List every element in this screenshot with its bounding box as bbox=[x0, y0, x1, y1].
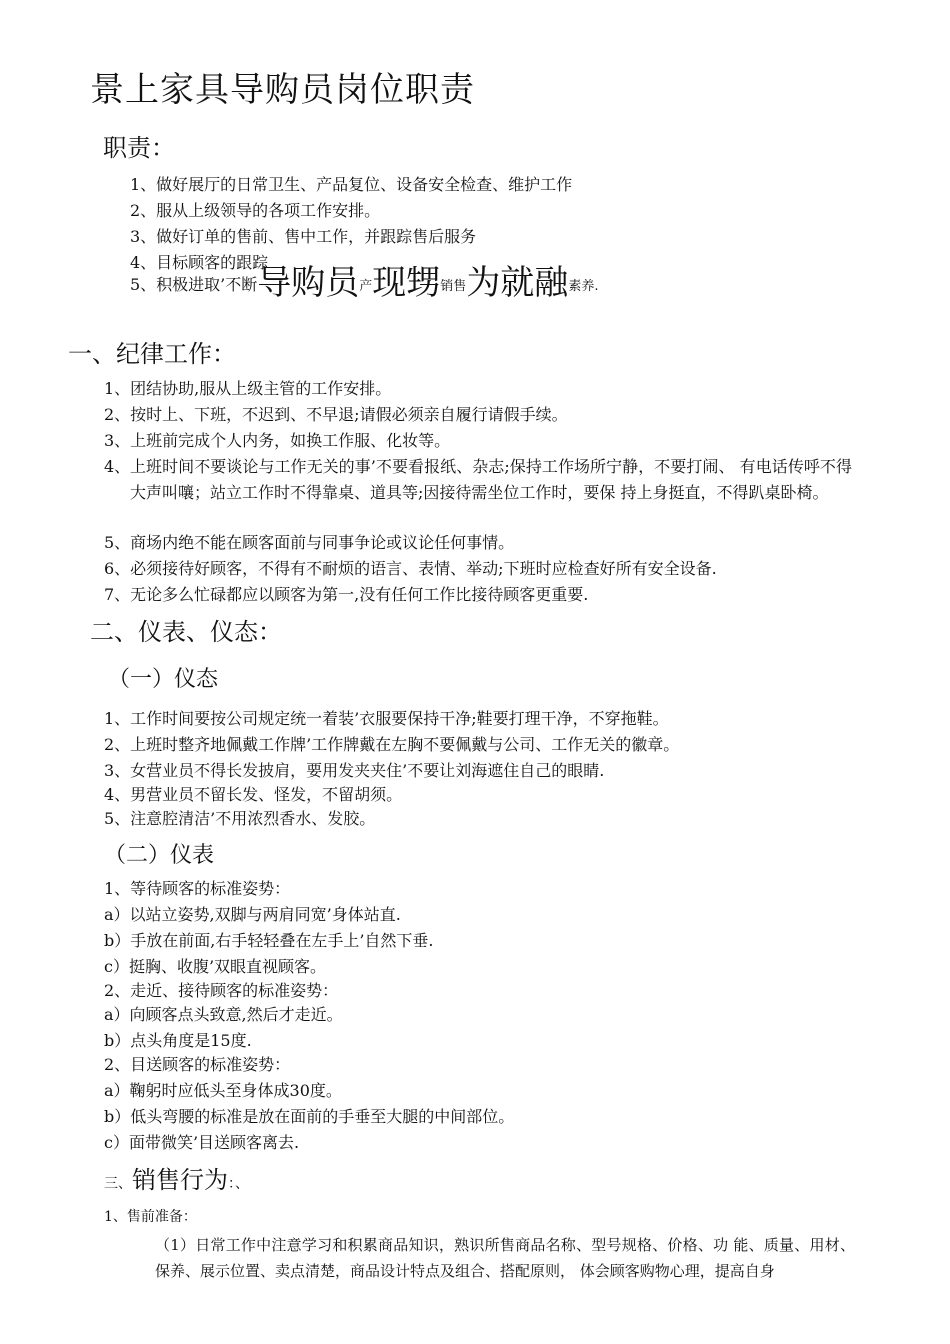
sales-heading-tail: ：、 bbox=[228, 1176, 249, 1192]
posture-heading: （一）仪态 bbox=[108, 667, 219, 692]
duty-item-5-large-text: 导购员 bbox=[257, 263, 360, 303]
posture-item: 2、上班时整齐地佩戴工作牌’工作牌戴在左胸不要佩戴与公司、工作无关的徽章。 bbox=[104, 735, 680, 754]
discipline-item-4: 上班时间不要谈论与工作无关的事’不要看报纸、杂志;保持工作场所宁静，不要打闹、 有电话传呼不得大声叫嚷；站立工作时不得靠桌、道具等;因接待需坐位工作时，要保 持上身挺直，不得趴桌卧椅。 bbox=[130, 457, 852, 502]
posture-item: 5、注意腔清洁’不用浓烈香水、发胶。 bbox=[104, 809, 376, 828]
discipline-item: 3、上班前完成个人内务，如换工作服、化妆等。 bbox=[104, 431, 451, 450]
discipline-item: 6、必须接待好顾客，不得有不耐烦的语言、表情、举动;下班时应检查好所有安全设备. bbox=[104, 559, 717, 578]
discipline-heading: 一、纪律工作： bbox=[68, 340, 236, 368]
duty-item: 4、目标顾客的跟踪 bbox=[130, 253, 269, 272]
duty-item-5-small-text: 销售 bbox=[440, 279, 467, 294]
page-title: 景上家具导购员岗位职责 bbox=[90, 70, 475, 110]
manner-item: a）以站立姿势,双脚与两肩同宽’身体站直. bbox=[104, 905, 401, 924]
appearance-heading: 二、仪表、仪态： bbox=[90, 618, 282, 646]
manner-item: c）面带微笑’目送顾客离去. bbox=[104, 1133, 300, 1152]
sales-heading bbox=[104, 1160, 249, 1195]
manner-heading: （二）仪表 bbox=[104, 843, 215, 868]
manner-item: a）向顾客点头致意,然后才走近。 bbox=[104, 1005, 343, 1024]
manner-item: 2、走近、接待顾客的标准姿势： bbox=[104, 981, 339, 1000]
duty-item-5-small-text: 产 bbox=[359, 279, 373, 294]
posture-item: 3、女营业员不得长发披肩，要用发夹夹住’不要让刘海遮住自己的眼睛. bbox=[104, 761, 605, 780]
discipline-item: 1、团结协助,服从上级主管的工作安排。 bbox=[104, 379, 392, 398]
manner-item: 2、目送顾客的标准姿势： bbox=[104, 1055, 291, 1074]
posture-item: 4、男营业员不留长发、怪发，不留胡须。 bbox=[104, 785, 403, 804]
duty-item-5-large-text: 现甥 bbox=[372, 263, 441, 303]
discipline-item: 2、按时上、下班，不迟到、不早退;请假必须亲自履行请假手续。 bbox=[104, 405, 568, 424]
manner-item: b）低头弯腰的标准是放在面前的手垂至大腿的中间部位。 bbox=[104, 1107, 515, 1126]
sales-pre-label: 1、售前准备： bbox=[104, 1209, 197, 1225]
manner-item: a）鞠躬时应低头至身体成30度。 bbox=[104, 1081, 342, 1100]
duty-item-5-small-text: 素养. bbox=[568, 279, 599, 294]
duty-item: 2、服从上级领导的各项工作安排。 bbox=[130, 201, 381, 220]
discipline-item-number: 4、 bbox=[104, 457, 131, 476]
sales-paragraph: （1）日常工作中注意学习和积累商品知识，熟识所售商品名称、型号规格、价格、功 能、质量、用材、保养、展示位置、卖点清楚，商品设计特点及组合、搭配原则， 体会顾客购物心理，提高自身 bbox=[155, 1236, 855, 1280]
duty-item-5-large-text: 为就融 bbox=[466, 263, 569, 303]
discipline-item: 5、商场内绝不能在顾客面前与同事争论或议论任何事情。 bbox=[104, 533, 515, 552]
duties-heading: 职责： bbox=[103, 134, 175, 162]
posture-item: 1、工作时间要按公司规定统一着装’衣服要保持干净;鞋要打理干净，不穿拖鞋。 bbox=[104, 709, 669, 728]
manner-item: c）挺胸、收腹’双眼直视顾客。 bbox=[104, 957, 327, 976]
sales-heading-text: 销售行为 bbox=[132, 1166, 228, 1194]
duty-item: 3、做好订单的售前、售中工作，并跟踪售后服务 bbox=[130, 227, 477, 246]
manner-item: b）点头角度是15度. bbox=[104, 1031, 252, 1050]
duty-item-5-text: 5、积极进取’不断 bbox=[130, 275, 258, 294]
sales-heading-number: 三、 bbox=[104, 1176, 132, 1192]
discipline-item: 7、无论多么忙碌都应以顾客为第一,没有任何工作比接待顾客更重要. bbox=[104, 585, 589, 604]
duty-item: 1、做好展厅的日常卫生、产品复位、设备安全检查、维护工作 bbox=[130, 175, 573, 194]
manner-item: b）手放在前面,右手轻轻叠在左手上’自然下垂. bbox=[104, 931, 434, 950]
manner-item: 1、等待顾客的标准姿势： bbox=[104, 879, 291, 898]
duty-item-5 bbox=[130, 263, 599, 303]
